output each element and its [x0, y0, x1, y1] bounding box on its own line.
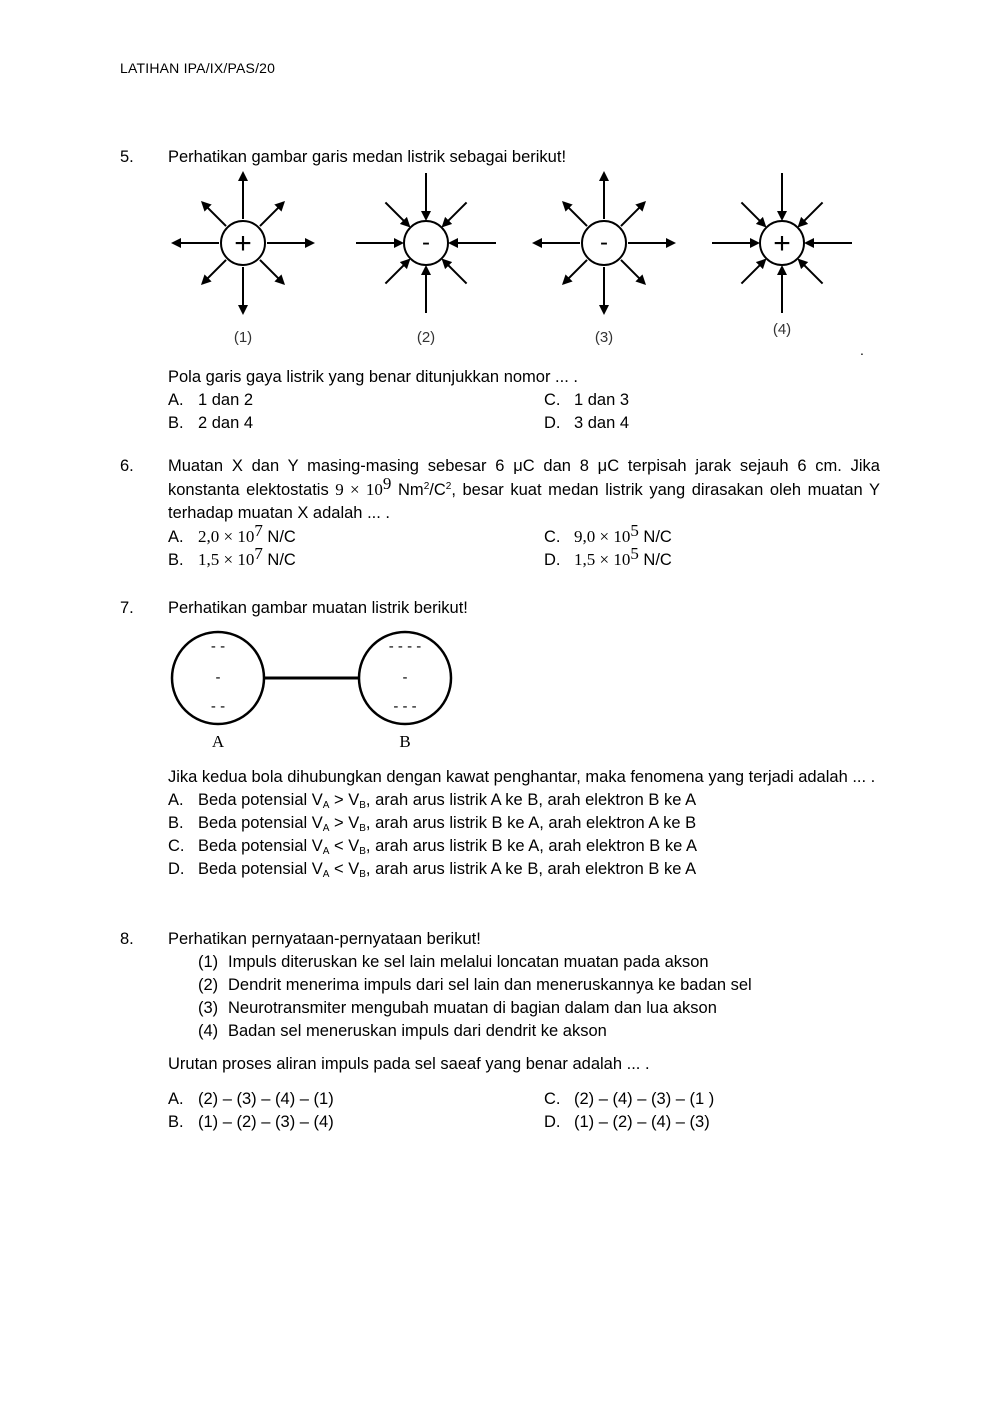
field-line-arrow: [443, 202, 467, 226]
option-a[interactable]: A. Beda potensial $V_A > V_B$, arah arus listrik A ke B, arah elektron B ke A: [168, 791, 697, 811]
option-d[interactable]: D. (1) – (2) – (4) – (3): [544, 1113, 710, 1131]
option-c[interactable]: C. $9,0 \times 10^5$ N/C: [544, 521, 672, 546]
question-number: 5.: [120, 148, 134, 166]
statement-item: (3) Neurotransmiter mengubah muatan di bagian dalam dan lua akson: [198, 999, 717, 1017]
charged-spheres-figure: [160, 625, 480, 755]
field-line-arrow: [563, 260, 587, 284]
field-figure-1: [173, 173, 313, 346]
question-prompt: Perhatikan pernyataan-pernyataan berikut!: [168, 930, 481, 948]
charge-sign: +: [234, 227, 252, 260]
option-d[interactable]: D. Beda potensial $V_A < V_B$, arah arus listrik A ke B, arah elektron B ke A: [168, 860, 697, 880]
question-5-answer-block: [120, 366, 880, 436]
figure-label: (2): [416, 329, 436, 346]
field-line-arrow: [202, 260, 226, 284]
field-line-arrow: [741, 260, 765, 284]
statement-item: (2) Dendrit menerima impuls dari sel lain dan meneruskannya ke badan sel: [198, 976, 752, 994]
question-number: 8.: [120, 930, 134, 948]
field-line-arrow: [260, 202, 284, 226]
question-text: Pola garis gaya listrik yang benar ditunjukkan nomor ... .: [168, 368, 578, 386]
question-text: Urutan proses aliran impuls pada sel saeaf yang benar adalah ... .: [168, 1055, 650, 1073]
sphere-a-charge-row3: - -: [210, 698, 226, 715]
field-line-arrow: [443, 260, 467, 284]
field-line-arrow: [741, 202, 765, 226]
question-prompt: Perhatikan gambar muatan listrik berikut!: [168, 599, 468, 617]
question-7: [120, 597, 880, 627]
figure-label: (3): [594, 329, 614, 346]
option-c[interactable]: C. 1 dan 3: [544, 391, 630, 409]
sphere-a-label: A: [211, 732, 225, 751]
field-figure-3: [534, 173, 674, 346]
sphere-b-charge-row3: - - -: [393, 698, 417, 715]
option-a[interactable]: A. $2,0 \times 10^7$ N/C: [168, 521, 296, 546]
option-b[interactable]: B. Beda potensial $V_A > V_B$, arah arus listrik B ke A, arah elektron A ke B: [168, 814, 697, 834]
option-c[interactable]: C. (2) – (4) – (3) – (1 ): [544, 1090, 715, 1108]
option-d[interactable]: D. 3 dan 4: [544, 414, 630, 432]
options: [168, 389, 880, 435]
field-figure-2: [356, 173, 496, 346]
sphere-b-charge-row2: -: [402, 669, 408, 686]
statements-list: [168, 951, 880, 1043]
question-8: [120, 928, 880, 1148]
sphere-a-charge-row2: -: [215, 669, 221, 686]
option-b[interactable]: B. 2 dan 4: [168, 414, 254, 432]
sphere-a-charge-row1: - -: [210, 638, 226, 655]
question-number: 7.: [120, 599, 134, 617]
options: [168, 1088, 880, 1134]
options: [168, 521, 880, 571]
field-line-arrow: [621, 260, 645, 284]
page-header: LATIHAN IPA/IX/PAS/20: [120, 60, 276, 76]
field-line-arrow: [799, 202, 823, 226]
charge-sign: -: [600, 229, 608, 256]
field-line-arrow: [563, 202, 587, 226]
sphere-b-charge-row1: - - - -: [388, 638, 422, 655]
figure-label: (1): [233, 329, 253, 346]
option-b[interactable]: B. $1,5 \times 10^7$ N/C: [168, 544, 296, 569]
question-text: Jika kedua bola dihubungkan dengan kawat penghantar, maka fenomena yang terjadi adalah ... .: [168, 768, 876, 786]
statement-item: (4) Badan sel meneruskan impuls dari dendrit ke akson: [198, 1022, 607, 1040]
statement-item: (1) Impuls diteruskan ke sel lain melalui loncatan muatan pada akson: [198, 953, 709, 971]
option-a[interactable]: A. (2) – (3) – (4) – (1): [168, 1090, 334, 1108]
figure-label: (4): [772, 321, 792, 338]
options: [168, 789, 880, 881]
question-number: 6.: [120, 457, 134, 475]
field-figure-4: [712, 173, 852, 338]
option-a[interactable]: A. 1 dan 2: [168, 391, 254, 409]
field-line-arrow: [621, 202, 645, 226]
option-b[interactable]: B. (1) – (2) – (3) – (4): [168, 1113, 334, 1131]
question-7-answer-block: [120, 766, 880, 906]
charge-sign: -: [422, 229, 430, 256]
field-line-arrow: [385, 202, 409, 226]
electric-field-figures: [160, 168, 870, 353]
question-6: [120, 455, 880, 580]
stray-mark: .: [860, 342, 864, 358]
field-line-arrow: [202, 202, 226, 226]
question-prompt: Perhatikan gambar garis medan listrik sebagai berikut!: [168, 148, 567, 166]
field-line-arrow: [385, 260, 409, 284]
question-text: Muatan X dan Y masing-masing sebesar 6 μC dan 8 μC terpisah jarak sejauh 6 cm. Jika konstanta elektostatis $9 \times 10^9$ $Nm^2/C^2$, besar kuat medan listrik yang dirasakan oleh muatan Y terhadap muatan X adalah ... .: [168, 457, 881, 522]
sphere-b-label: B: [399, 732, 411, 751]
option-c[interactable]: C. Beda potensial $V_A < V_B$, arah arus listrik B ke A, arah elektron B ke A: [168, 837, 697, 857]
field-line-arrow: [260, 260, 284, 284]
charge-sign: +: [773, 227, 791, 260]
option-d[interactable]: D. $1,5 \times 10^5$ N/C: [544, 544, 672, 569]
field-line-arrow: [799, 260, 823, 284]
